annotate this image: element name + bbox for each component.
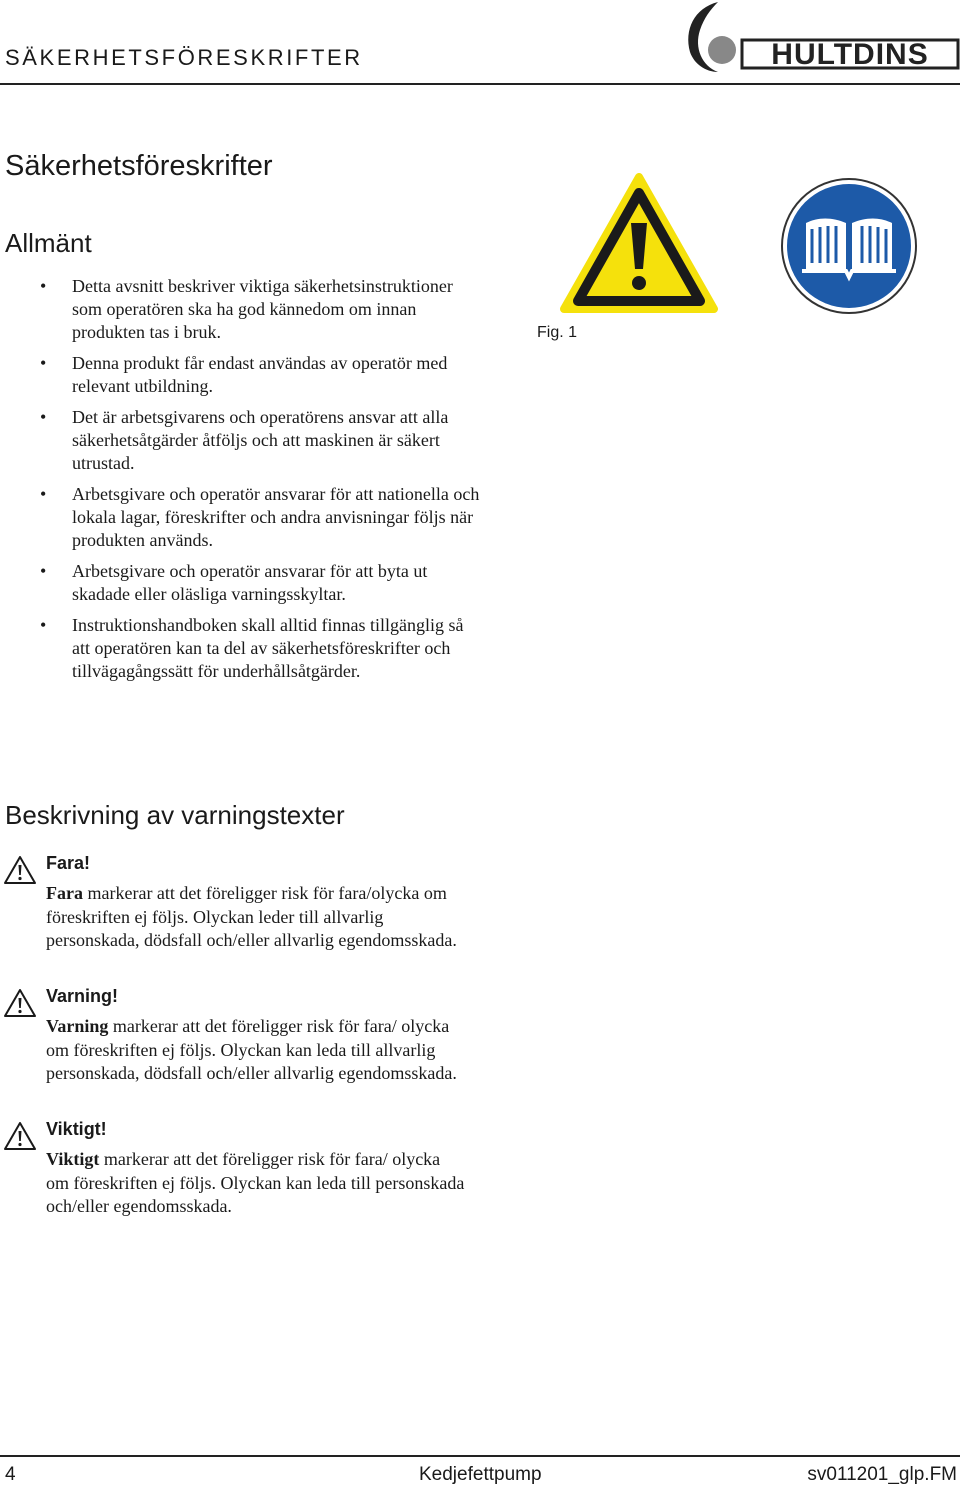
warning-triangle-icon: [3, 988, 37, 1018]
notice-title: Varning!: [46, 986, 119, 1006]
warning-triangle-icon: [3, 855, 37, 885]
figure-label: Fig. 1: [537, 324, 578, 341]
notice-text: Viktigt markerar att det föreligger risk för fara/ olycka om föreskriften ej följs. Olyckan kan leda till personskada och/eller egendomsskada.: [46, 1149, 465, 1216]
notice-title: Fara!: [46, 853, 91, 873]
section-heading-general: Allmänt: [5, 228, 92, 258]
bullet-icon: •: [40, 276, 47, 296]
notice-title: Viktigt!: [46, 1119, 107, 1139]
section-heading-descriptions: Beskrivning av varningstexter: [5, 800, 345, 830]
list-item: • Arbetsgivare och operatör ansvarar för att nationella och lokala lagar, föreskrifter och andra anvisningar följs när produkten används.: [40, 484, 480, 550]
read-manual-icon: [780, 177, 918, 315]
page-number: 4: [5, 1464, 16, 1485]
svg-text:HULTDINS: HULTDINS: [771, 38, 929, 71]
warning-triangle-icon: [560, 173, 718, 315]
bullet-icon: •: [40, 561, 47, 581]
header-divider: [0, 83, 960, 85]
bullet-icon: •: [40, 615, 47, 635]
footer-product-name: Kedjefettpump: [419, 1464, 542, 1485]
footer-divider: [0, 1455, 960, 1457]
bullet-icon: •: [40, 484, 47, 504]
list-item: • Instruktionshandboken skall alltid finnas tillgänglig så att operatören kan ta del av säkerhetsföreskrifter och tillvägagångssätt för underhållsåtgärder.: [40, 615, 464, 681]
header-title: SÄKERHETSFÖRESKRIFTER: [5, 45, 363, 70]
hultdins-logo: [680, 0, 960, 78]
warning-triangle-icon: [3, 1121, 37, 1151]
page-title: Säkerhetsföreskrifter: [5, 150, 273, 182]
list-item: • Arbetsgivare och operatör ansvarar för att byta ut skadade eller oläsliga varningsskyltar.: [40, 561, 428, 604]
bullet-icon: •: [40, 353, 47, 373]
bullet-icon: •: [40, 407, 47, 427]
footer-file-name: sv011201_glp.FM: [807, 1464, 957, 1485]
notice-text: Fara markerar att det föreligger risk för fara/olycka om föreskriften ej följs. Olyckan leder till allvarlig personskada, dödsfall och/eller allvarlig egendomsskada.: [46, 883, 457, 950]
general-bullet-list: [40, 275, 480, 691]
list-item: • Det är arbetsgivarens och operatörens ansvar att alla säkerhetsåtgärder åtföljs och att maskinen är säkert utrustad.: [40, 407, 449, 473]
list-item: • Denna produkt får endast användas av operatör med relevant utbildning.: [40, 353, 448, 396]
list-item: • Detta avsnitt beskriver viktiga säkerhetsinstruktioner som operatören ska ha god kännedom om innan produkten tas i bruk.: [40, 276, 453, 342]
notice-text: Varning markerar att det föreligger risk för fara/ olycka om föreskriften ej följs. Olyckan kan leda till allvarlig personskada, dödsfall och/eller allvarlig egendomsskada.: [46, 1016, 457, 1083]
